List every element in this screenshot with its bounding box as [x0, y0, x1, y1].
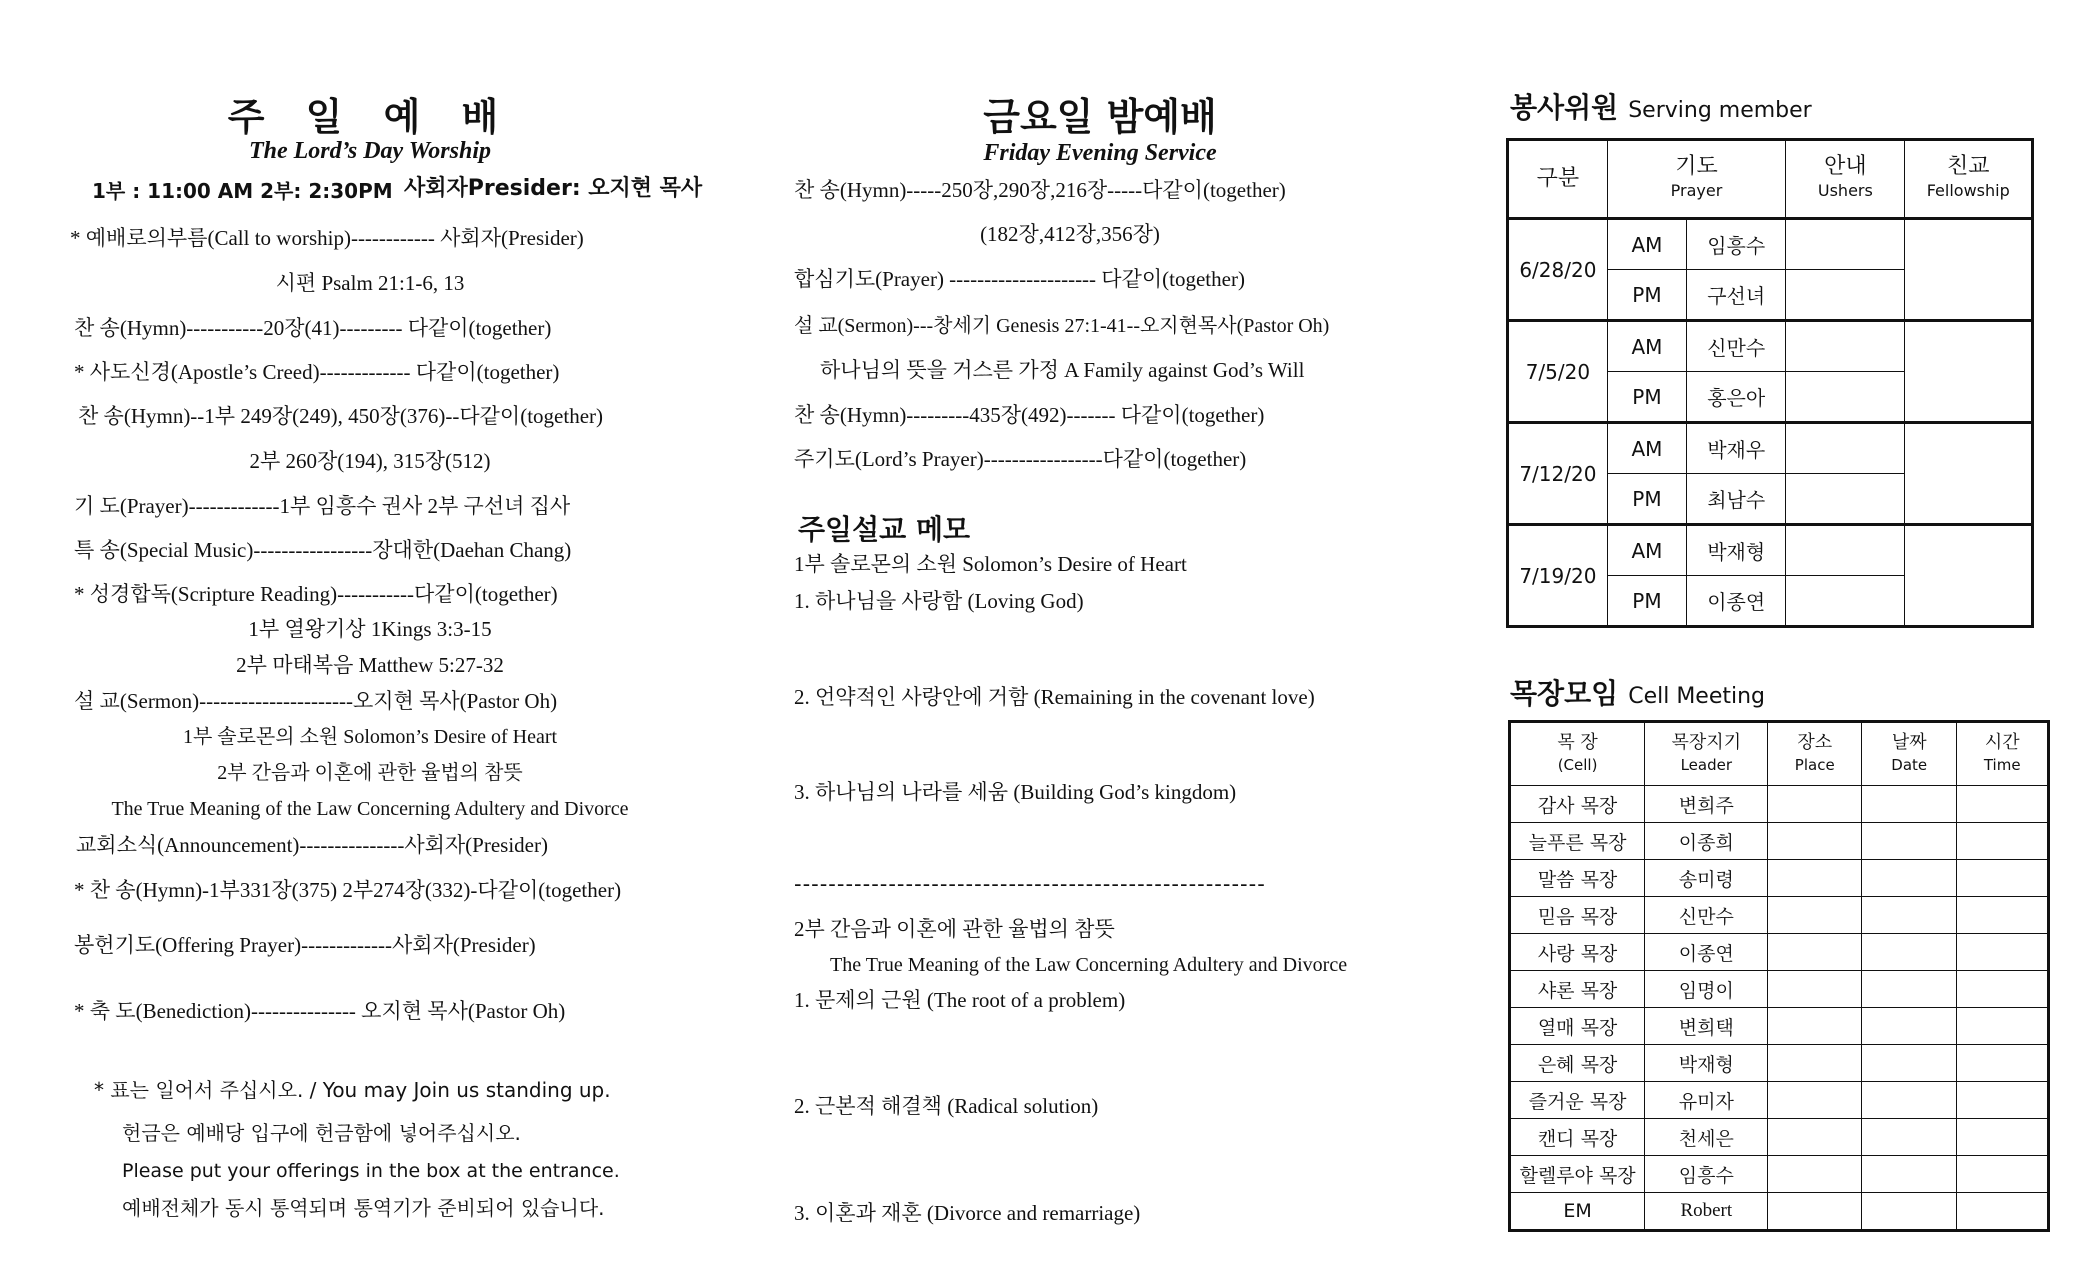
header-prayer: 기도 Prayer [1607, 140, 1785, 219]
prayer-name: 최남수 [1687, 474, 1786, 525]
friday-item: 하나님의 뜻을 거스른 가정 A Family against God’s Will [820, 358, 1305, 382]
date-cell [1862, 971, 1957, 1008]
place-cell [1768, 971, 1862, 1008]
ushers-cell [1786, 270, 1905, 321]
order-item: 찬 송(Hymn)--1부 249장(249), 450장(376)--다같이(together) [78, 404, 604, 428]
date-cell [1862, 823, 1957, 860]
ushers-cell [1786, 219, 1905, 270]
time-cell [1957, 1193, 2049, 1231]
cell-leader: 신만수 [1645, 897, 1768, 934]
date-cell [1862, 1045, 1957, 1082]
cell-name: 감사 목장 [1510, 786, 1645, 823]
serving-title-ko: 봉사위원 [1510, 91, 1619, 124]
cell-leader: 이종희 [1645, 823, 1768, 860]
place-cell [1768, 1008, 1862, 1045]
cell-name: 할렐루야 목장 [1510, 1156, 1645, 1193]
ushers-cell [1786, 576, 1905, 627]
friday-item: (182장,412장,356장) [980, 222, 1160, 246]
order-item: 설 교(Sermon)----------------------오지현 목사(Pastor Oh) [74, 689, 558, 713]
place-cell [1768, 1156, 1862, 1193]
memo-separator: ------------------------------------------------------- [794, 872, 1266, 896]
date-cell [1862, 1082, 1957, 1119]
date-cell [1862, 860, 1957, 897]
note-standing: * 표는 일어서 주십시오. / You may Join us standing up. [94, 1078, 611, 1102]
time-cell [1957, 786, 2049, 823]
table-row [1510, 897, 2049, 934]
table-row [1508, 423, 2033, 474]
time-cell [1957, 934, 2049, 971]
order-item: 시편 Psalm 21:1-6, 13 [275, 271, 465, 295]
am-cell: AM [1607, 423, 1686, 474]
order-item: 2부 마태복음 Matthew 5:27-32 [236, 653, 504, 677]
date-cell: 7/5/20 [1508, 321, 1608, 423]
header-time: 시간 Time [1957, 722, 2049, 786]
memo-line: 3. 이혼과 재혼 (Divorce and remarriage) [794, 1201, 1141, 1225]
cell-meeting-title [1510, 672, 1765, 712]
header-category: 구분 [1508, 140, 1608, 219]
order-item: 1부 솔로몬의 소원 Solomon’s Desire of Heart [182, 726, 558, 748]
prayer-name: 박재형 [1687, 525, 1786, 576]
ushers-cell [1786, 525, 1905, 576]
place-cell [1768, 860, 1862, 897]
header-fellowship: 친교 Fellowship [1905, 140, 2033, 219]
date-cell: 7/12/20 [1508, 423, 1608, 525]
ushers-cell [1786, 423, 1905, 474]
presider-name: : 오지현 목사 [571, 176, 703, 201]
table-row [1510, 1082, 2049, 1119]
place-cell [1768, 1193, 1862, 1231]
order-item: * 축 도(Benediction)--------------- 오지현 목사(Pastor Oh) [74, 999, 566, 1023]
table-row [1510, 971, 2049, 1008]
header-ushers: 안내 Ushers [1786, 140, 1905, 219]
cell-leader: 임명이 [1645, 971, 1768, 1008]
friday-item: 합심기도(Prayer) --------------------- 다같이(together) [794, 267, 1245, 291]
friday-service-title: 금요일 밤예배 [983, 95, 1217, 139]
order-item: * 찬 송(Hymn)-1부331장(375) 2부274장(332)-다같이(together) [74, 878, 622, 902]
memo-line: 3. 하나님의 나라를 세움 (Building God’s kingdom) [794, 780, 1237, 804]
friday-item: 찬 송(Hymn)-----250장,290장,216장-----다같이(together) [794, 178, 1286, 202]
table-header-row [1508, 140, 2033, 219]
header-cell: 목 장 (Cell) [1510, 722, 1645, 786]
place-cell [1768, 1119, 1862, 1156]
place-cell [1768, 786, 1862, 823]
time-cell [1957, 860, 2049, 897]
note-offering-en: Please put your offerings in the box at the entrance. [122, 1160, 620, 1182]
prayer-name: 신만수 [1687, 321, 1786, 372]
prayer-name: 구선녀 [1687, 270, 1786, 321]
cell-name: 말씀 목장 [1510, 860, 1645, 897]
am-cell: AM [1607, 525, 1686, 576]
ushers-cell [1786, 372, 1905, 423]
prayer-name: 이종연 [1687, 576, 1786, 627]
note-interpretation: 예배전체가 동시 통역되며 통역기가 준비되어 있습니다. [122, 1196, 605, 1220]
time-cell [1957, 971, 2049, 1008]
table-row [1508, 219, 2033, 270]
prayer-name: 박재우 [1687, 423, 1786, 474]
order-item: 2부 간음과 이혼에 관한 율법의 참뜻 [217, 762, 523, 784]
order-item: * 예배로의부름(Call to worship)------------ 사회자(Presider) [70, 226, 584, 250]
order-item: 찬 송(Hymn)-----------20장(41)--------- 다같이(together) [74, 316, 552, 340]
cell-title-en: Cell Meeting [1628, 684, 1766, 709]
pm-cell: PM [1607, 372, 1686, 423]
friday-item: 주기도(Lord’s Prayer)-----------------다같이(together) [794, 447, 1247, 471]
time-cell [1957, 897, 2049, 934]
cell-leader: 박재형 [1645, 1045, 1768, 1082]
pm-cell: PM [1607, 270, 1686, 321]
place-cell [1768, 1045, 1862, 1082]
time-cell [1957, 1008, 2049, 1045]
memo-line: The True Meaning of the Law Concerning Adultery and Divorce [830, 954, 1348, 976]
place-cell [1768, 1082, 1862, 1119]
place-cell [1768, 823, 1862, 860]
table-row [1510, 1193, 2049, 1231]
serving-members-title [1510, 86, 1812, 126]
table-row [1510, 1119, 2049, 1156]
prayer-name: 임흥수 [1687, 219, 1786, 270]
date-cell [1862, 897, 1957, 934]
date-cell: 7/19/20 [1508, 525, 1608, 627]
sermon-memo-title: 주일설교 메모 [798, 513, 971, 546]
cell-leader: 천세은 [1645, 1119, 1768, 1156]
note-offering-ko: 헌금은 예배당 입구에 헌금함에 넣어주십시오. [122, 1121, 521, 1145]
order-item: * 성경합독(Scripture Reading)-----------다같이(together) [74, 582, 558, 606]
cell-name: 샤론 목장 [1510, 971, 1645, 1008]
table-row [1510, 1045, 2049, 1082]
header-leader: 목장지기 Leader [1645, 722, 1768, 786]
order-item: * 사도신경(Apostle’s Creed)------------- 다같이(together) [74, 360, 560, 384]
order-item: 2부 260장(194), 315장(512) [249, 449, 491, 473]
cell-leader: 변희택 [1645, 1008, 1768, 1045]
date-cell [1862, 1156, 1957, 1193]
ushers-cell [1786, 321, 1905, 372]
ushers-cell [1786, 474, 1905, 525]
header-place: 장소 Place [1768, 722, 1862, 786]
fellowship-cell [1905, 525, 2033, 627]
table-row [1508, 525, 2033, 576]
fellowship-cell [1905, 423, 2033, 525]
memo-line: 1. 하나님을 사랑함 (Loving God) [794, 589, 1084, 613]
time-cell [1957, 1082, 2049, 1119]
cell-name: 열매 목장 [1510, 1008, 1645, 1045]
time-cell [1957, 1119, 2049, 1156]
serving-members-table [1506, 138, 2034, 628]
service-times: 1부 : 11:00 AM 2부: 2:30PM [92, 179, 393, 203]
am-cell: AM [1607, 219, 1686, 270]
cell-leader: 이종연 [1645, 934, 1768, 971]
am-cell: AM [1607, 321, 1686, 372]
memo-line: 2부 간음과 이혼에 관한 율법의 참뜻 [794, 917, 1115, 941]
table-row [1510, 1008, 2049, 1045]
table-row [1510, 934, 2049, 971]
place-cell [1768, 934, 1862, 971]
memo-line: 1. 문제의 근원 (The root of a problem) [794, 988, 1126, 1012]
cell-leader: 송미령 [1645, 860, 1768, 897]
table-row [1510, 823, 2049, 860]
cell-leader: 유미자 [1645, 1082, 1768, 1119]
presider-line [404, 174, 702, 204]
friday-item: 설 교(Sermon)---창세기 Genesis 27:1-41--오지현목사(Pastor Oh) [794, 315, 1330, 337]
cell-leader: 임흥수 [1645, 1156, 1768, 1193]
date-cell [1862, 1119, 1957, 1156]
friday-item: 찬 송(Hymn)---------435장(492)------- 다같이(together) [794, 403, 1265, 427]
date-cell: 6/28/20 [1508, 219, 1608, 321]
order-item: 1부 열왕기상 1Kings 3:3-15 [248, 617, 492, 641]
table-row [1510, 860, 2049, 897]
cell-name: 늘푸른 목장 [1510, 823, 1645, 860]
cell-leader: 변희주 [1645, 786, 1768, 823]
header-date: 날짜 Date [1862, 722, 1957, 786]
date-cell [1862, 1008, 1957, 1045]
sunday-worship-title: 주 일 예 배 [227, 95, 513, 139]
cell-name: 믿음 목장 [1510, 897, 1645, 934]
memo-line: 1부 솔로몬의 소원 Solomon’s Desire of Heart [794, 552, 1187, 576]
date-cell [1862, 786, 1957, 823]
cell-meeting-table [1508, 720, 2050, 1232]
order-item: 특 송(Special Music)-----------------장대한(Daehan Chang) [74, 538, 572, 562]
memo-line: 2. 근본적 해결책 (Radical solution) [794, 1094, 1099, 1118]
fellowship-cell [1905, 219, 2033, 321]
table-row [1510, 786, 2049, 823]
cell-name: 은혜 목장 [1510, 1045, 1645, 1082]
table-header-row [1510, 722, 2049, 786]
cell-leader: Robert [1645, 1193, 1768, 1231]
cell-name: EM [1510, 1193, 1645, 1231]
table-row [1510, 1156, 2049, 1193]
fellowship-cell [1905, 321, 2033, 423]
pm-cell: PM [1607, 474, 1686, 525]
serving-title-en: Serving member [1628, 98, 1812, 123]
memo-line: 2. 언약적인 사랑안에 거함 (Remaining in the covenant love) [794, 685, 1315, 709]
place-cell [1768, 897, 1862, 934]
friday-service-subtitle: Friday Evening Service [983, 140, 1217, 166]
order-item: The True Meaning of the Law Concerning Adultery and Divorce [111, 798, 629, 820]
order-item: 봉헌기도(Offering Prayer)-------------사회자(Presider) [74, 933, 536, 957]
time-cell [1957, 823, 2049, 860]
pm-cell: PM [1607, 576, 1686, 627]
time-cell [1957, 1156, 2049, 1193]
cell-title-ko: 목장모임 [1510, 677, 1619, 710]
sunday-worship-subtitle: The Lord’s Day Worship [248, 138, 491, 164]
prayer-name: 홍은아 [1687, 372, 1786, 423]
presider-label: 사회자Presider [404, 176, 572, 201]
time-cell [1957, 1045, 2049, 1082]
order-item: 교회소식(Announcement)---------------사회자(Presider) [76, 833, 548, 857]
cell-name: 캔디 목장 [1510, 1119, 1645, 1156]
order-item: 기 도(Prayer)-------------1부 임흥수 권사 2부 구선녀 집사 [74, 494, 571, 518]
date-cell [1862, 934, 1957, 971]
table-row [1508, 321, 2033, 372]
date-cell [1862, 1193, 1957, 1231]
cell-name: 사랑 목장 [1510, 934, 1645, 971]
cell-name: 즐거운 목장 [1510, 1082, 1645, 1119]
